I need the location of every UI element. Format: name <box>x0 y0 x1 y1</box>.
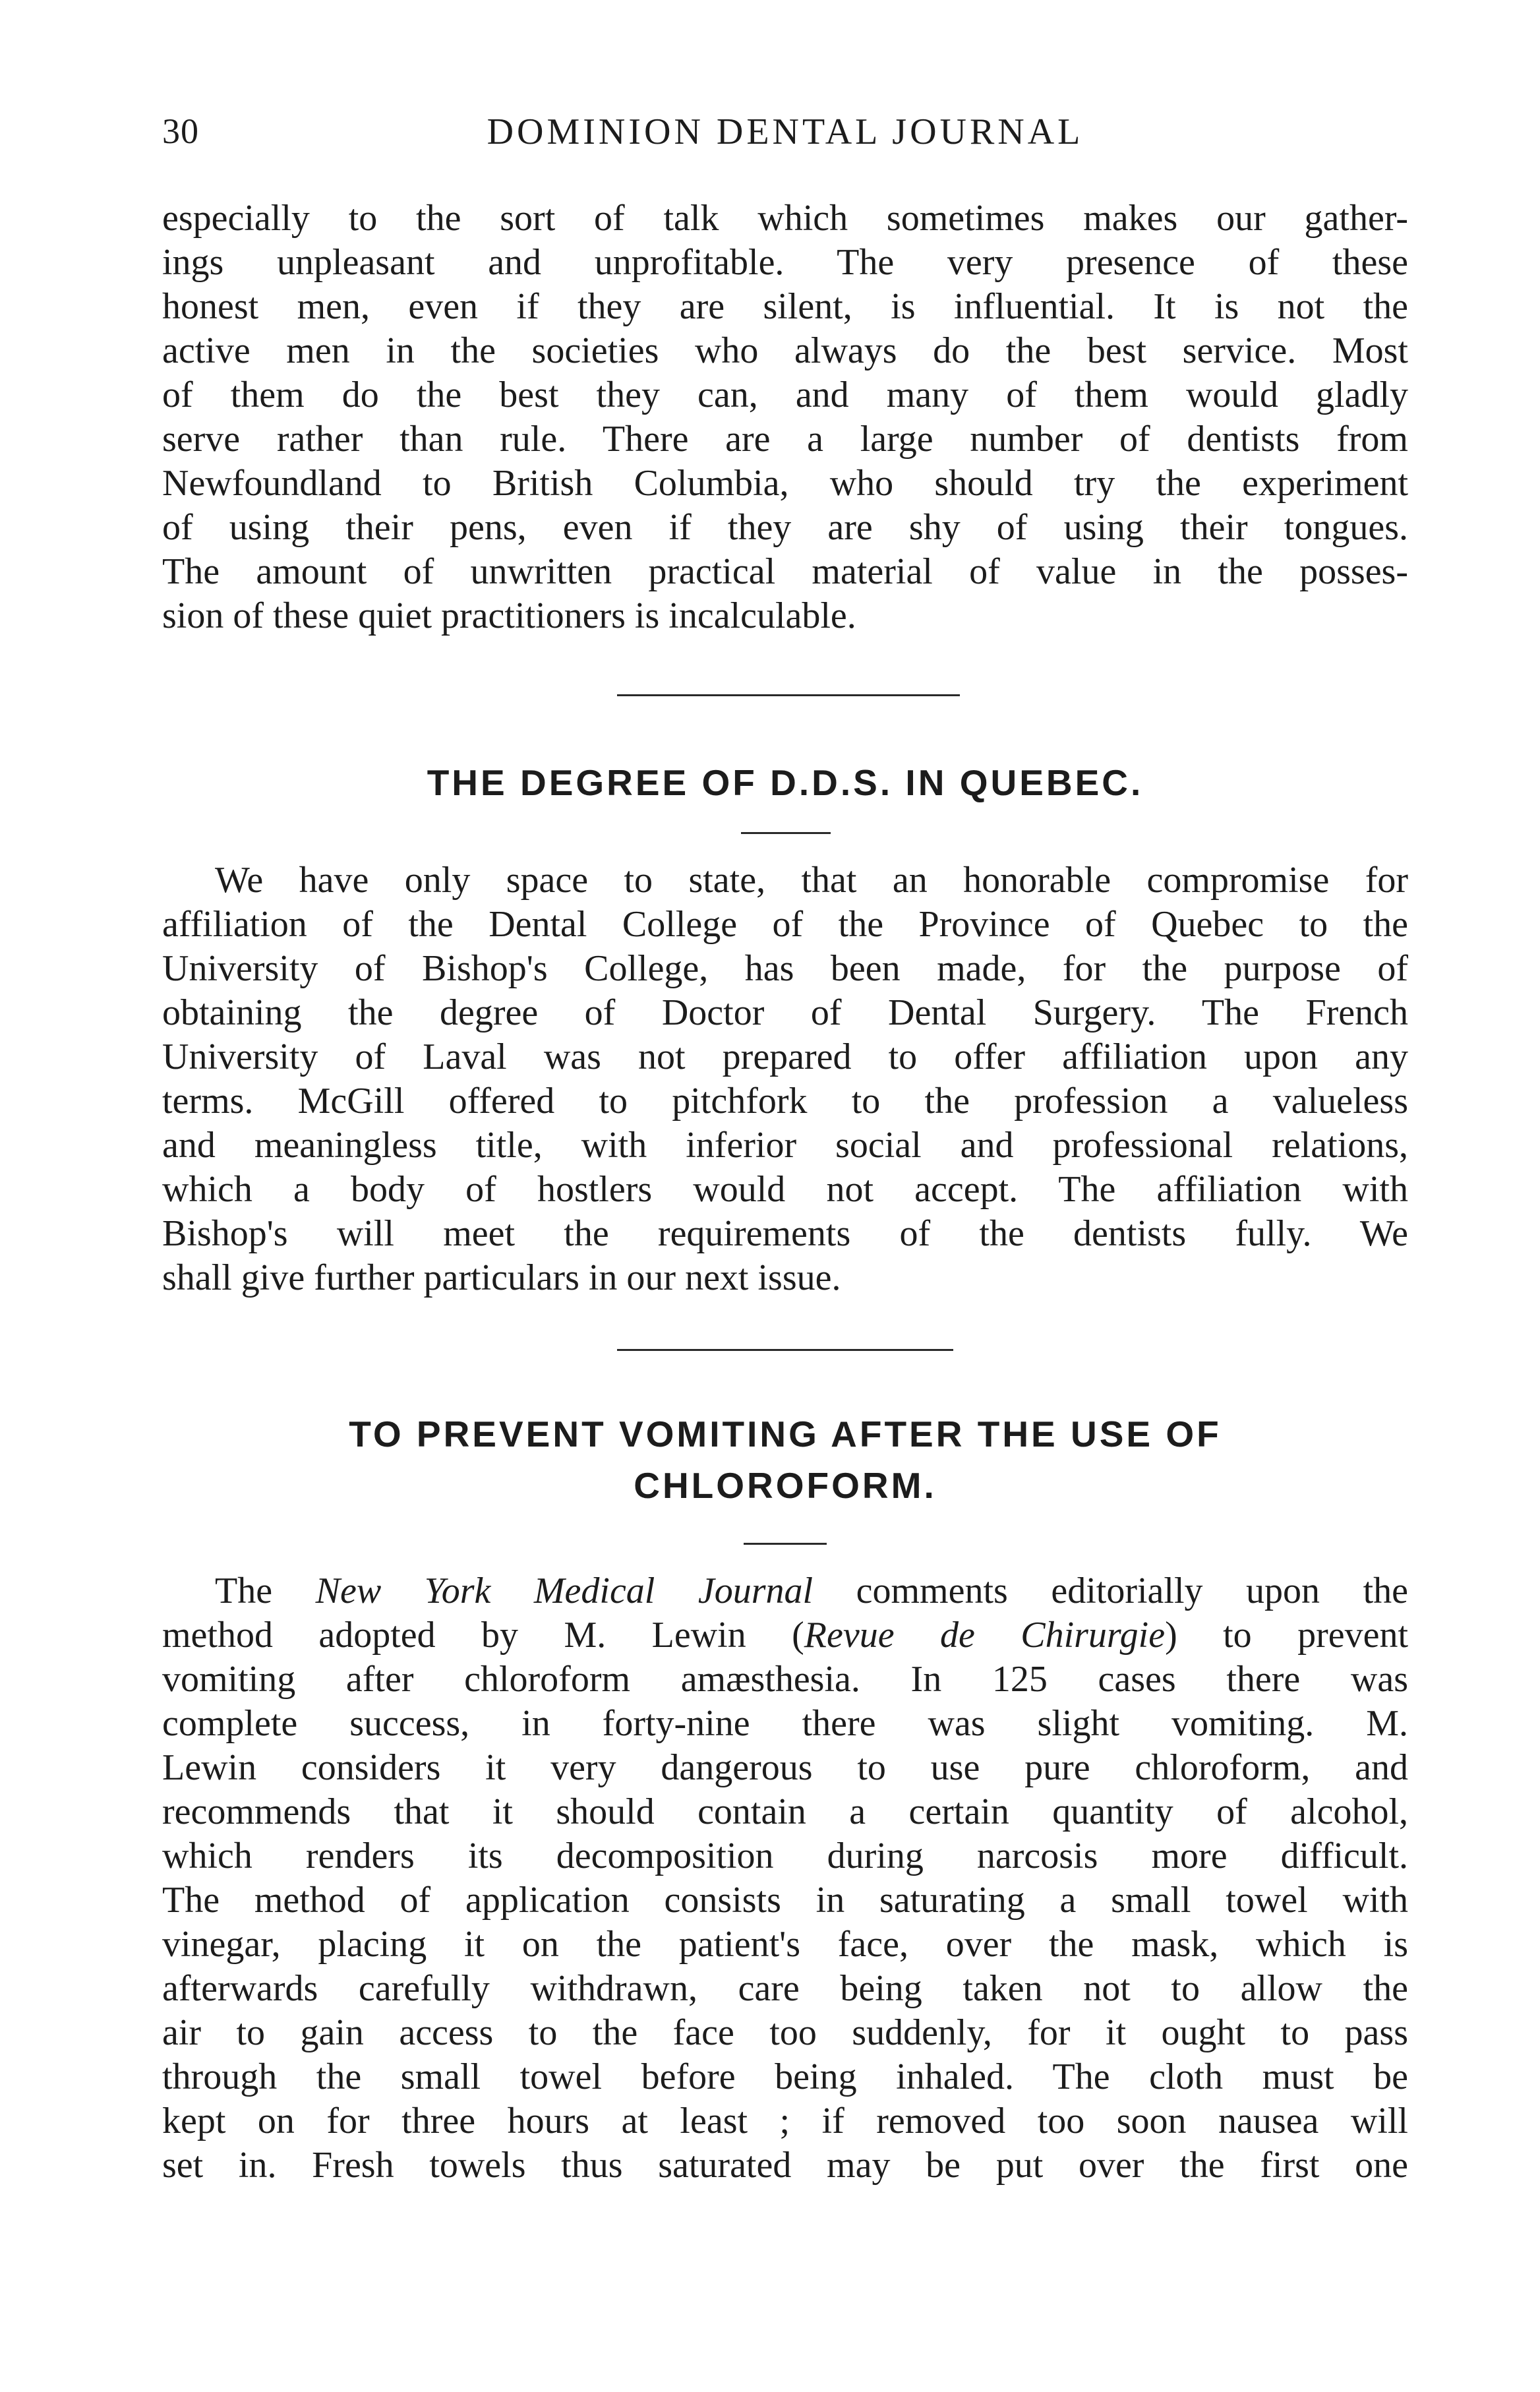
section-divider <box>617 1349 953 1351</box>
text-run: The <box>215 1570 316 1611</box>
text-line: kept on for three hours at least ; if removed too soon nausea will <box>162 2101 1408 2141</box>
text-line: which renders its decomposition during narcosis more difficult. <box>162 1836 1408 1876</box>
running-head <box>162 111 1408 157</box>
text-line: University of Laval was not prepared to offer affiliation upon any <box>162 1036 1408 1077</box>
text-line: The method of application consists in saturating a small towel with <box>162 1880 1408 1921</box>
chloroform-paragraph <box>162 1569 1408 2188</box>
continued-paragraph <box>162 196 1408 638</box>
text-line: ings unpleasant and unprofitable. The very presence of these <box>162 242 1408 283</box>
text-line: of using their pens, even if they are shy of using their tongues. <box>162 507 1408 548</box>
section-heading-text: THE DEGREE OF D.D.S. IN QUEBEC. <box>427 762 1144 803</box>
text-line: set in. Fresh towels thus saturated may be put over the first one <box>162 2145 1408 2186</box>
text-line: The amount of unwritten practical material of value in the posses- <box>162 551 1408 592</box>
text-line: through the small towel before being inhaled. The cloth must be <box>162 2056 1408 2097</box>
page-number: 30 <box>162 111 199 151</box>
text-line <box>162 1569 1408 1613</box>
text-run: comments editorially upon the <box>813 1570 1408 1611</box>
text-line: and meaningless title, with inferior social and professional relations, <box>162 1125 1408 1166</box>
text-line: active men in the societies who always do the best service. Most <box>162 330 1408 371</box>
section-heading-text: TO PREVENT VOMITING AFTER THE USE OF <box>349 1414 1222 1454</box>
journal-name-italic: New York Medical Journal <box>315 1570 814 1611</box>
text-line: shall give further particulars in our next issue. <box>162 1257 841 1298</box>
journal-name-italic: Revue de Chirurgie <box>804 1615 1166 1656</box>
section-heading <box>162 1408 1408 1511</box>
text-line: We have only space to state, that an honorable compromise for <box>215 860 1408 901</box>
text-line: affiliation of the Dental College of the Province of Quebec to the <box>162 904 1408 945</box>
section-heading-text: CHLOROFORM. <box>634 1465 937 1506</box>
section-divider <box>617 694 960 696</box>
section-heading <box>162 757 1408 808</box>
text-line: sion of these quiet practitioners is incalculable. <box>162 595 856 636</box>
text-line: air to gain access to the face too suddenly, for it ought to pass <box>162 2012 1408 2053</box>
text-line: especially to the sort of talk which sometimes makes our gather- <box>162 198 1408 239</box>
text-line: terms. McGill offered to pitchfork to the profession a valueless <box>162 1081 1408 1121</box>
text-line: University of Bishop's College, has been made, for the purpose of <box>162 948 1408 989</box>
text-line: serve rather than rule. There are a large number of dentists from <box>162 419 1408 460</box>
heading-underline <box>744 1543 827 1545</box>
text-line: Lewin considers it very dangerous to use pure chloroform, and <box>162 1747 1408 1788</box>
text-line: vomiting after chloroform amæsthesia. In 125 cases there was <box>162 1659 1408 1700</box>
text-line: honest men, even if they are silent, is influential. It is not the <box>162 286 1408 327</box>
text-line: afterwards carefully withdrawn, care being taken not to allow the <box>162 1968 1408 2009</box>
text-line: Newfoundland to British Columbia, who should try the experiment <box>162 463 1408 504</box>
text-line: complete success, in forty-nine there was slight vomiting. M. <box>162 1703 1408 1744</box>
text-line: recommends that it should contain a certain quantity of alcohol, <box>162 1791 1408 1832</box>
quebec-degree-paragraph <box>162 858 1408 1300</box>
text-line: vinegar, placing it on the patient's face, over the mask, which is <box>162 1924 1408 1965</box>
heading-underline <box>741 832 831 834</box>
text-line <box>162 1613 1408 1658</box>
text-line: obtaining the degree of Doctor of Dental Surgery. The French <box>162 992 1408 1033</box>
text-run: ) to prevent <box>1165 1615 1408 1656</box>
text-line: which a body of hostlers would not accept. The affiliation with <box>162 1169 1408 1210</box>
journal-title: DOMINION DENTAL JOURNAL <box>487 111 1084 152</box>
text-line: of them do the best they can, and many of them would gladly <box>162 374 1408 415</box>
text-run: method adopted by M. Lewin ( <box>162 1615 804 1656</box>
text-line: Bishop's will meet the requirements of the dentists fully. We <box>162 1213 1408 1254</box>
